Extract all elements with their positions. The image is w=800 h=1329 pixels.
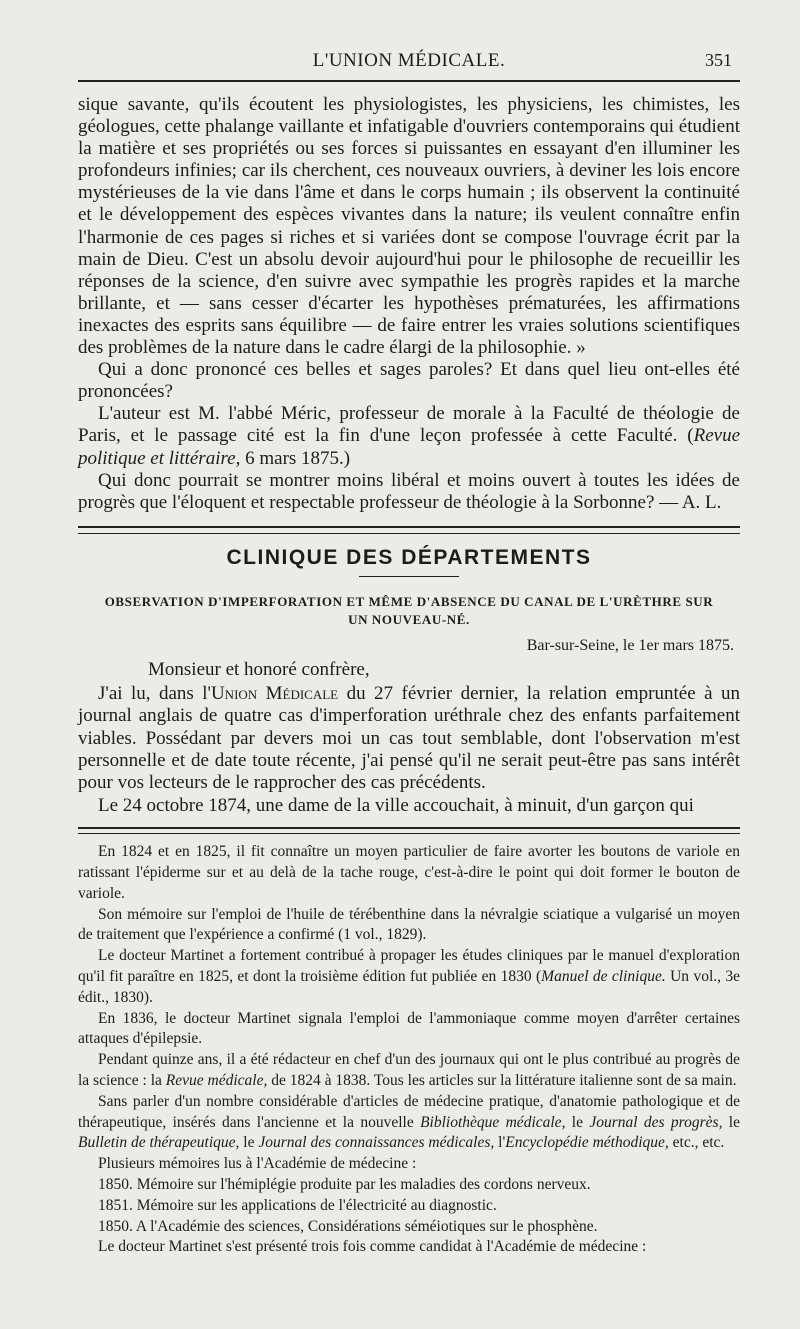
footnote-p6-journal-1: Bibliothèque médicale, <box>420 1113 566 1131</box>
footnote-p6-text-a: Sans parler d'un nombre considérable d'articles de médecine pratique, d'anatomie pathologique et de thérapeutique, insérés dans l'ancienne et la nouvelle <box>78 1092 740 1131</box>
letter-paragraph-1 <box>78 683 740 795</box>
letter-dateline: Bar-sur-Seine, le 1er mars 1875. <box>526 636 734 654</box>
observation-title-line-2: UN NOUVEAU-NÉ. <box>348 611 470 627</box>
running-title: L'UNION MÉDICALE. <box>312 50 506 71</box>
running-head <box>78 0 740 80</box>
essay-paragraph-4: Qui donc pourrait se montrer moins libéral et moins ouvert à toutes les idées de progrès que l'éloquent et respectable professeur de théologie à la Sorbonne? — A. L. <box>78 469 740 513</box>
essay-conclusion <box>78 94 740 514</box>
footnote-paragraph-2: Son mémoire sur l'emploi de l'huile de térébenthine dans la névralgie sciatique a vulgarisé un moyen de traitement que l'expérience a confirmé (1 vol., 1829). <box>78 905 740 944</box>
observation-title <box>78 593 740 629</box>
footnote-paragraph-11: Le docteur Martinet s'est présenté trois fois comme candidat à l'Académie de médecine : <box>98 1238 647 1256</box>
footnote-p6-text-b: le <box>565 1113 590 1131</box>
section-title: CLINIQUE DES DÉPARTEMENTS <box>226 545 592 569</box>
footnote-paragraph-4: En 1836, le docteur Martinet signala l'emploi de l'ammoniaque comme moyen d'arrêter certaines attaques d'épilepsie. <box>78 1009 740 1048</box>
footnote-p3-text-b: Un vol., 3e édit., 1830). <box>78 968 741 1006</box>
footnote-p6-journal-3: Bulletin de thérapeutique, <box>78 1134 240 1152</box>
essay-p3-citation: Revue politique et littéraire, <box>78 425 740 469</box>
footnote-paragraph-10: 1850. A l'Académie des sciences, Considérations séméiotiques sur le phosphène. <box>98 1217 598 1235</box>
essay-paragraph-2: Qui a donc prononcé ces belles et sages paroles? Et dans quel lieu ont-elles été prononcées? <box>78 359 740 403</box>
footnote-p5-text-a: Pendant quinze ans, il a été rédacteur en chef d'un des journaux qui ont le plus contribué au progrès de la science : la <box>78 1051 740 1089</box>
letter-p1-text-a: J'ai lu, dans l' <box>98 682 211 704</box>
essay-p3-text-a: L'auteur est M. l'abbé Méric, professeur de morale à la Faculté de théologie de Paris, et le passage cité est la fin d'une leçon professée à cette Faculté. ( <box>78 403 740 447</box>
footnote-p6-journal-2: Journal des progrès, <box>589 1113 723 1131</box>
section-title-rule <box>359 576 459 577</box>
footnote-p6-text-d: le <box>239 1134 259 1152</box>
footnote-paragraph-9: 1851. Mémoire sur les applications de l'électricité au diagnostic. <box>98 1196 497 1214</box>
letter-p1-text-b: du 27 février dernier, la relation empruntée à un journal anglais de quatre cas d'imperforation uréthrale chez des enfants parfaitement viables. Possédant par devers moi un cas tout semblable, dont l'observation m'est personnelle et de date toute récente, j'ai pensé qu'il ne serait peut-être pas sans intérêt pour vos lecteurs de le rapprocher des cas précédents. <box>78 682 740 794</box>
footnote-paragraph-3 <box>78 946 740 1008</box>
footnote-p6-journal-4: Journal des connaissances médicales, <box>258 1134 495 1152</box>
footnote-paragraph-8: 1850. Mémoire sur l'hémiplégie produite par les maladies des cordons nerveux. <box>98 1175 591 1193</box>
footnote-p3-text-a: Le docteur Martinet a fortement contribué à propager les études cliniques par le manuel d'exploration qu'il fit paraître en 1825, et dont la troisième édition fut publiée en 1830 ( <box>78 947 740 985</box>
footnote-p6-text-f: etc., etc. <box>668 1134 725 1152</box>
letter-salutation: Monsieur et honoré confrère, <box>148 658 370 680</box>
essay-paragraph-1: sique savante, qu'ils écoutent les physiologistes, les physiciens, les chimistes, les géologues, cette phalange vaillante et infatigable d'ouvriers contemporains qui étudient la matière et ses propriétés ou ses forces si puissantes en essayant d'en illuminer les profondeurs infinies; car ils cherchent, ces nouveaux ouvriers, à deviner les lois encore mystérieuses de la vie dans l'âme et dans le corps humain ; ils observent la continuité et le développement des espèces vivantes dans la nature; ils veulent connaître enfin l'harmonie de ces pages si riches et si variées dont se compose l'ouvrage écrit par la main de Dieu. C'est un absolu devoir aujourd'hui pour le philosophe de recueillir les réponses de la science, d'en suivre avec sympathie les progrès rapides et la marche brillante, et — sans cesser d'écarter les hypothèses prématurées, les affirmations inexactes des esprits sans équilibre — de faire entrer les vraies solutions scientifiques des problèmes de la nature dans le cadre élargi de la philosophie. » <box>78 94 740 359</box>
footnote-paragraph-6 <box>78 1092 740 1154</box>
section-divider <box>78 526 740 534</box>
footnote-p6-text-e: l' <box>494 1134 506 1152</box>
letter-p1-journal-name: Union Médicale <box>210 682 339 704</box>
footnote-paragraph-5 <box>78 1050 740 1092</box>
footnote-p5-text-b: de 1824 à 1838. Tous les articles sur la littérature italienne sont de sa main. <box>267 1071 737 1089</box>
footnote-paragraph-7: Plusieurs mémoires lus à l'Académie de médecine : <box>98 1155 417 1173</box>
footnote-p5-citation: Revue médicale, <box>165 1071 268 1089</box>
observation-title-line-1: OBSERVATION D'IMPERFORATION ET MÊME D'ABSENCE DU CANAL DE L'URÈTHRE SUR <box>104 593 714 609</box>
footnote-block <box>78 842 740 1258</box>
letter-paragraph-2: Le 24 octobre 1874, une dame de la ville accouchait, à minuit, d'un garçon qui <box>98 794 694 816</box>
footnote-p6-text-c: le <box>722 1113 740 1131</box>
essay-paragraph-3 <box>78 403 740 469</box>
footnote-paragraph-1: En 1824 et en 1825, il fit connaître un moyen particulier de faire avorter les boutons de variole en ratissant l'épiderme sur et au delà de la tache rouge, c'est-à-dire le point qui doit former le bouton de variole. <box>78 843 740 902</box>
footnote-divider <box>78 827 740 834</box>
essay-p3-text-b: 6 mars 1875.) <box>240 447 351 469</box>
page-number: 351 <box>705 50 732 70</box>
footnote-p3-citation: Manuel de clinique. <box>541 968 666 985</box>
letter-body <box>78 683 740 817</box>
footnote-p6-journal-5: Encyclopédie méthodique, <box>505 1134 669 1152</box>
header-rule <box>78 80 740 82</box>
